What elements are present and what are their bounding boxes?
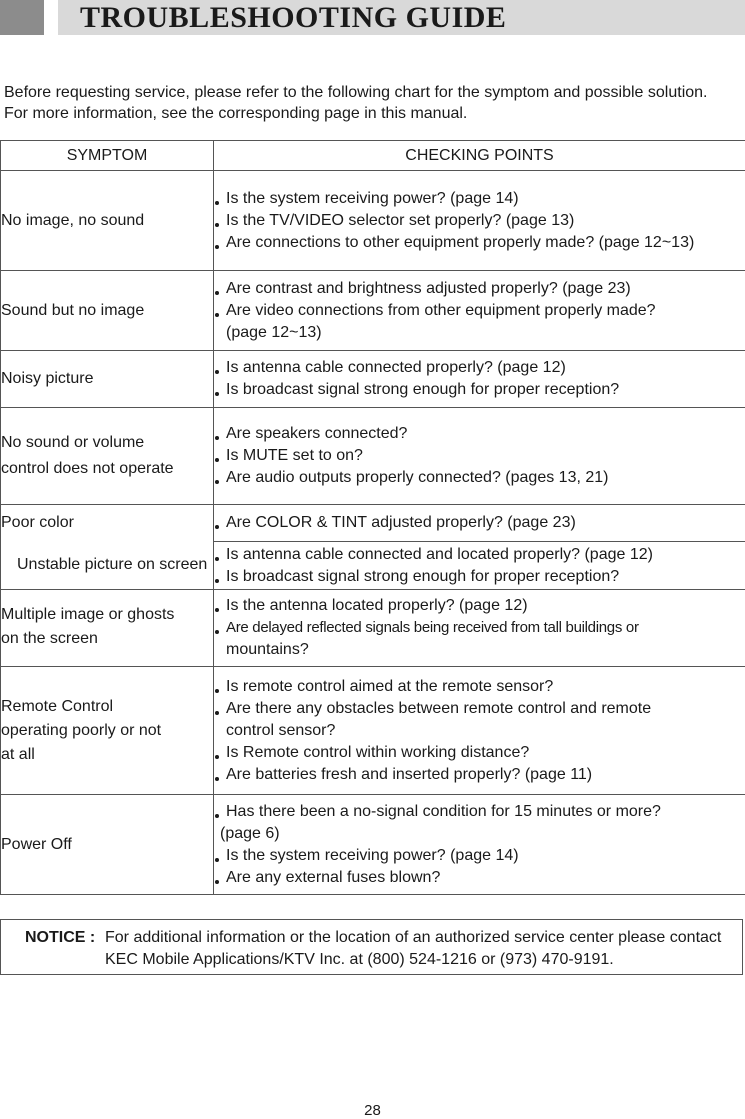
symptom-cell <box>1 505 214 542</box>
table-header-row <box>1 141 745 171</box>
checking-point: Are batteries fresh and inserted properly? (page 11) <box>214 764 745 786</box>
symptom-text: Noisy picture <box>1 370 94 387</box>
checking-point-continuation: (page 6) <box>220 824 280 842</box>
symptom-text: Power Off <box>1 835 72 853</box>
checking-points-cell <box>214 271 745 351</box>
page-title: TROUBLESHOOTING GUIDE <box>80 1 507 34</box>
symptom-text: Remote Control <box>1 697 114 715</box>
checking-points-cell <box>214 505 745 542</box>
notice-box <box>0 919 743 975</box>
table-row <box>1 271 745 351</box>
table-row <box>1 408 745 505</box>
symptom-cell <box>1 667 214 795</box>
checking-point: Are delayed reflected signals being received from tall buildings or <box>214 617 745 639</box>
symptom-text: Sound but no image <box>1 301 145 319</box>
checking-points-cell <box>214 795 745 895</box>
checking-point: Is the antenna located properly? (page 12) <box>214 595 745 617</box>
symptom-text: No sound or volume <box>1 434 145 451</box>
symptom-text: Unstable picture on screen <box>17 556 208 574</box>
checking-point: Is broadcast signal strong enough for proper reception? <box>214 379 745 401</box>
intro-line: Before requesting service, please refer to the following chart for the symptom and possible solution. <box>4 84 708 101</box>
checking-points-cell <box>214 542 745 590</box>
symptom-text: No image, no sound <box>1 211 145 229</box>
table-row <box>1 795 745 895</box>
checking-point: Are connections to other equipment properly made? (page 12~13) <box>214 232 745 254</box>
checking-point: Are speakers connected? <box>214 423 745 445</box>
checking-points-cell <box>214 590 745 667</box>
checking-point: Is the system receiving power? (page 14) <box>214 188 745 210</box>
symptom-text: at all <box>1 745 35 763</box>
table-row <box>1 590 745 667</box>
column-header-checking-points: CHECKING POINTS <box>214 141 745 171</box>
header-block <box>0 0 44 35</box>
checking-point: Are there any obstacles between remote control and remote <box>214 698 745 720</box>
table-row <box>1 351 745 408</box>
page-number: 28 <box>364 1102 381 1119</box>
checking-point: Is remote control aimed at the remote sensor? <box>214 676 745 698</box>
checking-point: Are any external fuses blown? <box>214 867 745 889</box>
table-row <box>1 171 745 271</box>
checking-points-cell <box>214 351 745 408</box>
checking-point: Is the TV/VIDEO selector set properly? (page 13) <box>214 210 745 232</box>
intro-text <box>4 82 742 124</box>
checking-point: Is antenna cable connected properly? (page 12) <box>214 357 745 379</box>
symptom-cell <box>1 408 214 505</box>
checking-point: Are video connections from other equipment properly made? <box>214 300 745 322</box>
table-row <box>1 542 745 590</box>
symptom-cell <box>1 351 214 408</box>
symptom-text: control does not operate <box>1 460 174 477</box>
column-header-symptom: SYMPTOM <box>1 141 214 171</box>
checking-point: Is Remote control within working distance? <box>214 742 745 764</box>
checking-points-cell <box>214 667 745 795</box>
symptom-text: Multiple image or ghosts <box>1 606 175 623</box>
checking-point-continuation: (page 12~13) <box>226 323 322 341</box>
checking-point-continuation: control sensor? <box>226 721 336 739</box>
checking-point: Is antenna cable connected and located properly? (page 12) <box>214 544 745 566</box>
symptom-cell <box>1 542 214 590</box>
table-row <box>1 667 745 795</box>
checking-point: Is MUTE set to on? <box>214 445 745 467</box>
checking-points-cell <box>214 171 745 271</box>
checking-point: Is the system receiving power? (page 14) <box>214 845 745 867</box>
checking-points-cell <box>214 408 745 505</box>
checking-point: Is broadcast signal strong enough for proper reception? <box>214 566 745 588</box>
symptom-cell <box>1 271 214 351</box>
symptom-cell <box>1 795 214 895</box>
checking-point: Are contrast and brightness adjusted properly? (page 23) <box>214 278 745 300</box>
table-row <box>1 505 745 542</box>
symptom-text: Poor color <box>1 514 74 532</box>
intro-line: For more information, see the corresponding page in this manual. <box>4 105 468 122</box>
checking-point: Are audio outputs properly connected? (pages 13, 21) <box>214 467 745 489</box>
checking-point: Has there been a no-signal condition for 15 minutes or more? <box>214 801 745 823</box>
notice-text: For additional information or the location of an authorized service center please contact <box>105 929 722 946</box>
notice-label: NOTICE : <box>25 929 96 946</box>
symptom-cell <box>1 590 214 667</box>
checking-point: Are COLOR & TINT adjusted properly? (page 23) <box>214 512 745 534</box>
symptom-text: on the screen <box>1 630 98 647</box>
notice-text: KEC Mobile Applications/KTV Inc. at (800) 524-1216 or (973) 470-9191. <box>105 951 614 968</box>
troubleshooting-table <box>0 140 745 895</box>
symptom-cell <box>1 171 214 271</box>
symptom-text: operating poorly or not <box>1 721 162 739</box>
checking-point-continuation: mountains? <box>226 641 309 658</box>
